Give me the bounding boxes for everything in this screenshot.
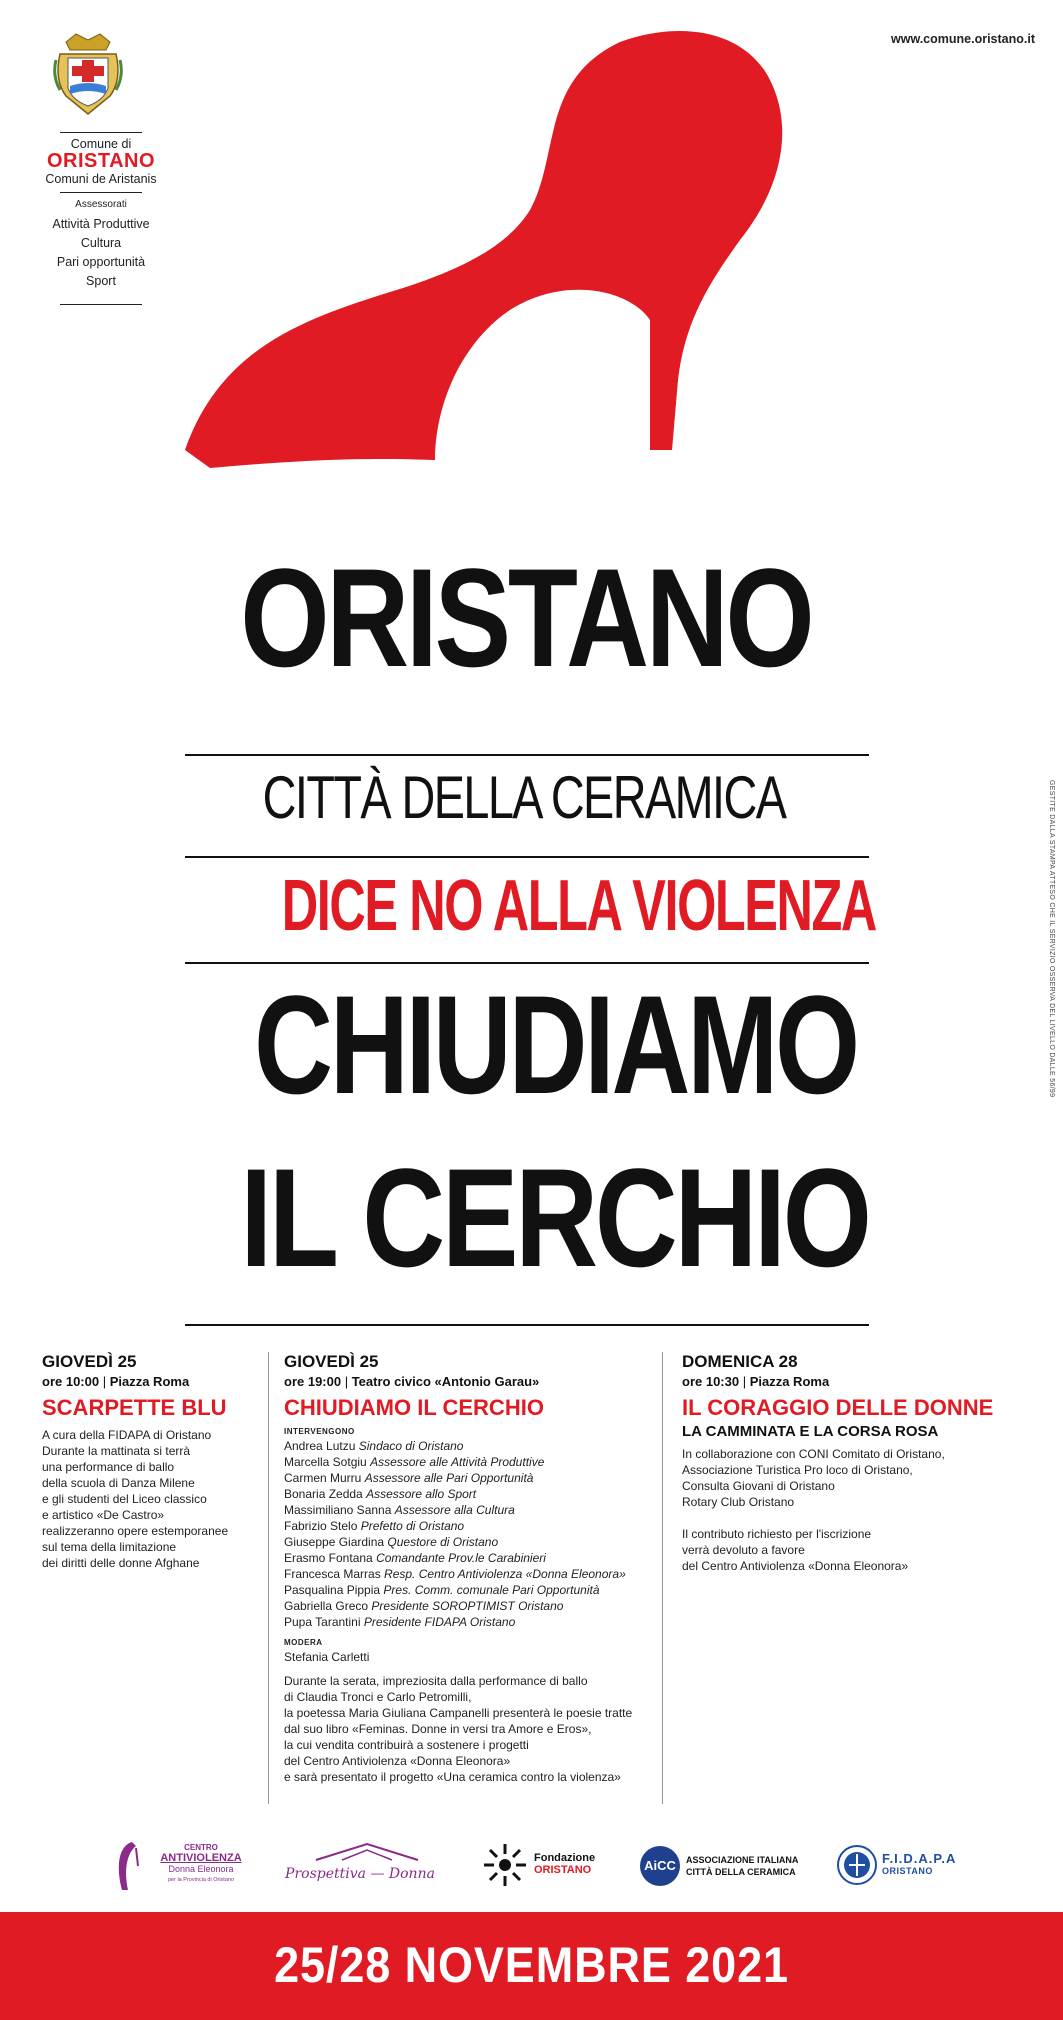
- event-line: e artistico «De Castro»: [42, 1508, 165, 1522]
- logo-text: ASSOCIAZIONE ITALIANA: [686, 1855, 799, 1865]
- column-divider: [662, 1352, 663, 1804]
- speaker-role: Questore di Oristano: [387, 1535, 499, 1549]
- speaker-row: [284, 1566, 662, 1582]
- comune-di-label: Comune di: [70, 137, 132, 151]
- title-citta-ceramica: CITTÀ DELLA CERAMICA: [262, 764, 786, 831]
- logo-text: ORISTANO: [534, 1864, 592, 1876]
- speaker-name: Francesca Marras: [284, 1567, 381, 1581]
- event-line: sul tema della limitazione: [42, 1540, 177, 1554]
- description-line: Durante la serata, impreziosita dalla performance di ballo: [284, 1674, 588, 1688]
- title-oristano: ORISTANO: [240, 539, 812, 696]
- speaker-row: [284, 1550, 662, 1566]
- logo-centro-antiviolenza: [112, 1838, 252, 1894]
- speakers-label: INTERVENGONO: [284, 1427, 355, 1436]
- event-place: Piazza Roma: [749, 1374, 830, 1389]
- red-high-heel-shoe-icon: [180, 20, 860, 530]
- event-day: GIOVEDÌ 25: [42, 1352, 137, 1371]
- sunburst-icon: [482, 1842, 528, 1888]
- speaker-name: Carmen Murru: [284, 1471, 362, 1485]
- event-title: IL CORAGGIO DELLE DONNE: [682, 1395, 994, 1420]
- aicc-badge: AiCC: [640, 1846, 680, 1886]
- event-when: ore 10:30 | Piazza Roma: [682, 1374, 830, 1389]
- speaker-role: Assessore alle Attività Produttive: [370, 1455, 545, 1469]
- event-line: Rotary Club Oristano: [682, 1495, 795, 1509]
- speaker-row: [284, 1502, 662, 1518]
- event-line: una performance di ballo: [42, 1460, 175, 1474]
- title-rule: [185, 856, 869, 858]
- city-crest-icon: [52, 30, 124, 118]
- speaker-name: Fabrizio Stelo: [284, 1519, 358, 1533]
- event-subtitle: LA CAMMINATA E LA CORSA ROSA: [682, 1423, 939, 1440]
- speaker-role: Assessore alle Pari Opportunità: [364, 1471, 534, 1485]
- description-line: del Centro Antiviolenza «Donna Eleonora»: [284, 1754, 511, 1768]
- woman-profile-icon: [112, 1838, 144, 1894]
- speaker-row: [284, 1534, 662, 1550]
- description-line: la cui vendita contribuirà a sostenere i progetti: [284, 1738, 529, 1752]
- logo-text: CENTRO: [184, 1843, 218, 1852]
- speaker-name: Andrea Lutzu: [284, 1439, 356, 1453]
- title-rule: [185, 1324, 869, 1326]
- speaker-role: Comandante Prov.le Carabinieri: [376, 1551, 546, 1565]
- speaker-row: [284, 1454, 662, 1470]
- event-line: dei diritti delle donne Afghane: [42, 1556, 200, 1570]
- speaker-name: Erasmo Fontana: [284, 1551, 373, 1565]
- event-column-3: [682, 1352, 1042, 1574]
- speaker-row: [284, 1470, 662, 1486]
- speaker-name: Bonaria Zedda: [284, 1487, 363, 1501]
- event-line: In collaborazione con CONI Comitato di Oristano,: [682, 1447, 945, 1461]
- event-time: ore 10:00: [42, 1374, 100, 1389]
- title-il-cerchio: IL CERCHIO: [240, 1139, 869, 1296]
- event-line: del Centro Antiviolenza «Donna Eleonora»: [682, 1559, 909, 1573]
- speaker-name: Gabriella Greco: [284, 1599, 369, 1613]
- speaker-role: Assessore allo Sport: [366, 1487, 477, 1501]
- speaker-name: Pasqualina Pippia: [284, 1583, 381, 1597]
- logo-text: CITTÀ DELLA CERAMICA: [686, 1867, 796, 1877]
- event-time: ore 10:30: [682, 1374, 740, 1389]
- date-banner: [0, 1912, 1063, 2020]
- logo-text: Prospettiva — Donna: [285, 1866, 435, 1882]
- speaker-role: Pres. Comm. comunale Pari Opportunità: [383, 1583, 600, 1597]
- event-column-2: [284, 1352, 662, 1785]
- speaker-name: Pupa Tarantini: [284, 1615, 361, 1629]
- logo-text: Fondazione: [534, 1852, 596, 1864]
- sardinian-name: Comuni de Aristanis: [45, 172, 157, 186]
- speaker-role: Sindaco di Oristano: [358, 1439, 464, 1453]
- tent-arc-icon: [312, 1840, 422, 1862]
- logo-prospettiva-donna: [276, 1838, 444, 1894]
- speaker-row: [284, 1518, 662, 1534]
- event-title: SCARPETTE BLU: [42, 1395, 227, 1420]
- assessorato-item: Cultura: [80, 236, 122, 250]
- logo-text: F.I.D.A.P.A: [882, 1851, 957, 1866]
- website-url[interactable]: www.comune.oristano.it: [891, 32, 1035, 46]
- event-column-1: [42, 1352, 260, 1571]
- description-line: dal suo libro «Feminas. Donne in versi tra Amore e Eros»,: [284, 1722, 592, 1736]
- speaker-name: Giuseppe Giardina: [284, 1535, 385, 1549]
- speaker-role: Resp. Centro Antiviolenza «Donna Eleonora»: [384, 1567, 626, 1581]
- speaker-role: Prefetto di Oristano: [360, 1519, 465, 1533]
- header-rule-mid: [60, 192, 142, 193]
- description-line: e sarà presentato il progetto «Una ceramica contro la violenza»: [284, 1770, 621, 1784]
- event-line: della scuola di Danza Milene: [42, 1476, 195, 1490]
- event-title: CHIUDIAMO IL CERCHIO: [284, 1395, 544, 1420]
- header-rule-top: [60, 132, 142, 133]
- speaker-role: Presidente FIDAPA Oristano: [363, 1615, 516, 1629]
- event-line: verrà devoluto a favore: [682, 1543, 805, 1557]
- speaker-row: [284, 1486, 662, 1502]
- speaker-role: Presidente SOROPTIMIST Oristano: [371, 1599, 564, 1613]
- side-print-credit: GESTITE DALLA STAMPA ATTESO CHE IL SERVIZIO OSSERVA DEL LIVELLO DALLE 56/99: [1048, 780, 1055, 1098]
- speaker-row: [284, 1598, 662, 1614]
- speaker-row: [284, 1614, 662, 1630]
- speakers-list: [284, 1438, 662, 1630]
- logo-fidapa: [836, 1838, 966, 1894]
- event-line: Consulta Giovani di Oristano: [682, 1479, 835, 1493]
- event-time: ore 19:00: [284, 1374, 342, 1389]
- title-rule: [185, 962, 869, 964]
- logo-fondazione-oristano: [482, 1838, 602, 1894]
- moderator-label: MODERA: [284, 1638, 323, 1647]
- assessorati-label: Assessorati: [75, 199, 127, 210]
- event-when: ore 19:00 | Teatro civico «Antonio Garau»: [284, 1374, 540, 1389]
- event-line: Associazione Turistica Pro loco di Oristano,: [682, 1463, 913, 1477]
- speaker-row: [284, 1438, 662, 1454]
- event-line: Durante la mattinata si terrà: [42, 1444, 191, 1458]
- event-place: Teatro civico «Antonio Garau»: [351, 1374, 540, 1389]
- speaker-role: Assessore alla Cultura: [394, 1503, 515, 1517]
- event-line: realizzeranno opere estemporanee: [42, 1524, 229, 1538]
- title-dice-no-violenza: DICE NO ALLA VIOLENZA: [281, 866, 876, 946]
- event-day: DOMENICA 28: [682, 1352, 798, 1371]
- speaker-row: [284, 1582, 662, 1598]
- title-rule: [185, 754, 869, 756]
- event-line: e gli studenti del Liceo classico: [42, 1492, 207, 1506]
- logo-text: ANTIVIOLENZA: [160, 1852, 242, 1864]
- city-name: ORISTANO: [46, 150, 156, 172]
- speaker-name: Massimiliano Sanna: [284, 1503, 392, 1517]
- column-divider: [268, 1352, 269, 1804]
- assessorato-item: Sport: [86, 274, 116, 288]
- event-line: A cura della FIDAPA di Oristano: [42, 1428, 212, 1442]
- event-day: GIOVEDÌ 25: [284, 1352, 379, 1371]
- logo-text: per la Provincia di Oristano: [167, 1877, 235, 1883]
- moderator-name: Stefania Carletti: [284, 1650, 370, 1664]
- fidapa-emblem-icon: [836, 1844, 878, 1886]
- event-place: Piazza Roma: [109, 1374, 190, 1389]
- logo-text: ORISTANO: [882, 1866, 933, 1876]
- description-line: di Claudia Tronci e Carlo Petromilli,: [284, 1690, 472, 1704]
- event-dates: 25/28 NOVEMBRE 2021: [274, 1937, 789, 1993]
- header-rule-bottom: [60, 304, 142, 305]
- title-chiudiamo: CHIUDIAMO: [254, 966, 857, 1123]
- event-line: Il contributo richiesto per l'iscrizione: [682, 1527, 872, 1541]
- logo-text: Donna Eleonora: [168, 1864, 234, 1874]
- logo-aicc: [640, 1838, 800, 1894]
- assessorato-item: Attività Produttive: [52, 217, 150, 231]
- event-description: [284, 1673, 662, 1785]
- speaker-name: Marcella Sotgiu: [284, 1455, 367, 1469]
- assessorato-item: Pari opportunità: [56, 255, 146, 269]
- description-line: la poetessa Maria Giuliana Campanelli presenterà le poesie tratte: [284, 1706, 633, 1720]
- event-when: ore 10:00 | Piazza Roma: [42, 1374, 190, 1389]
